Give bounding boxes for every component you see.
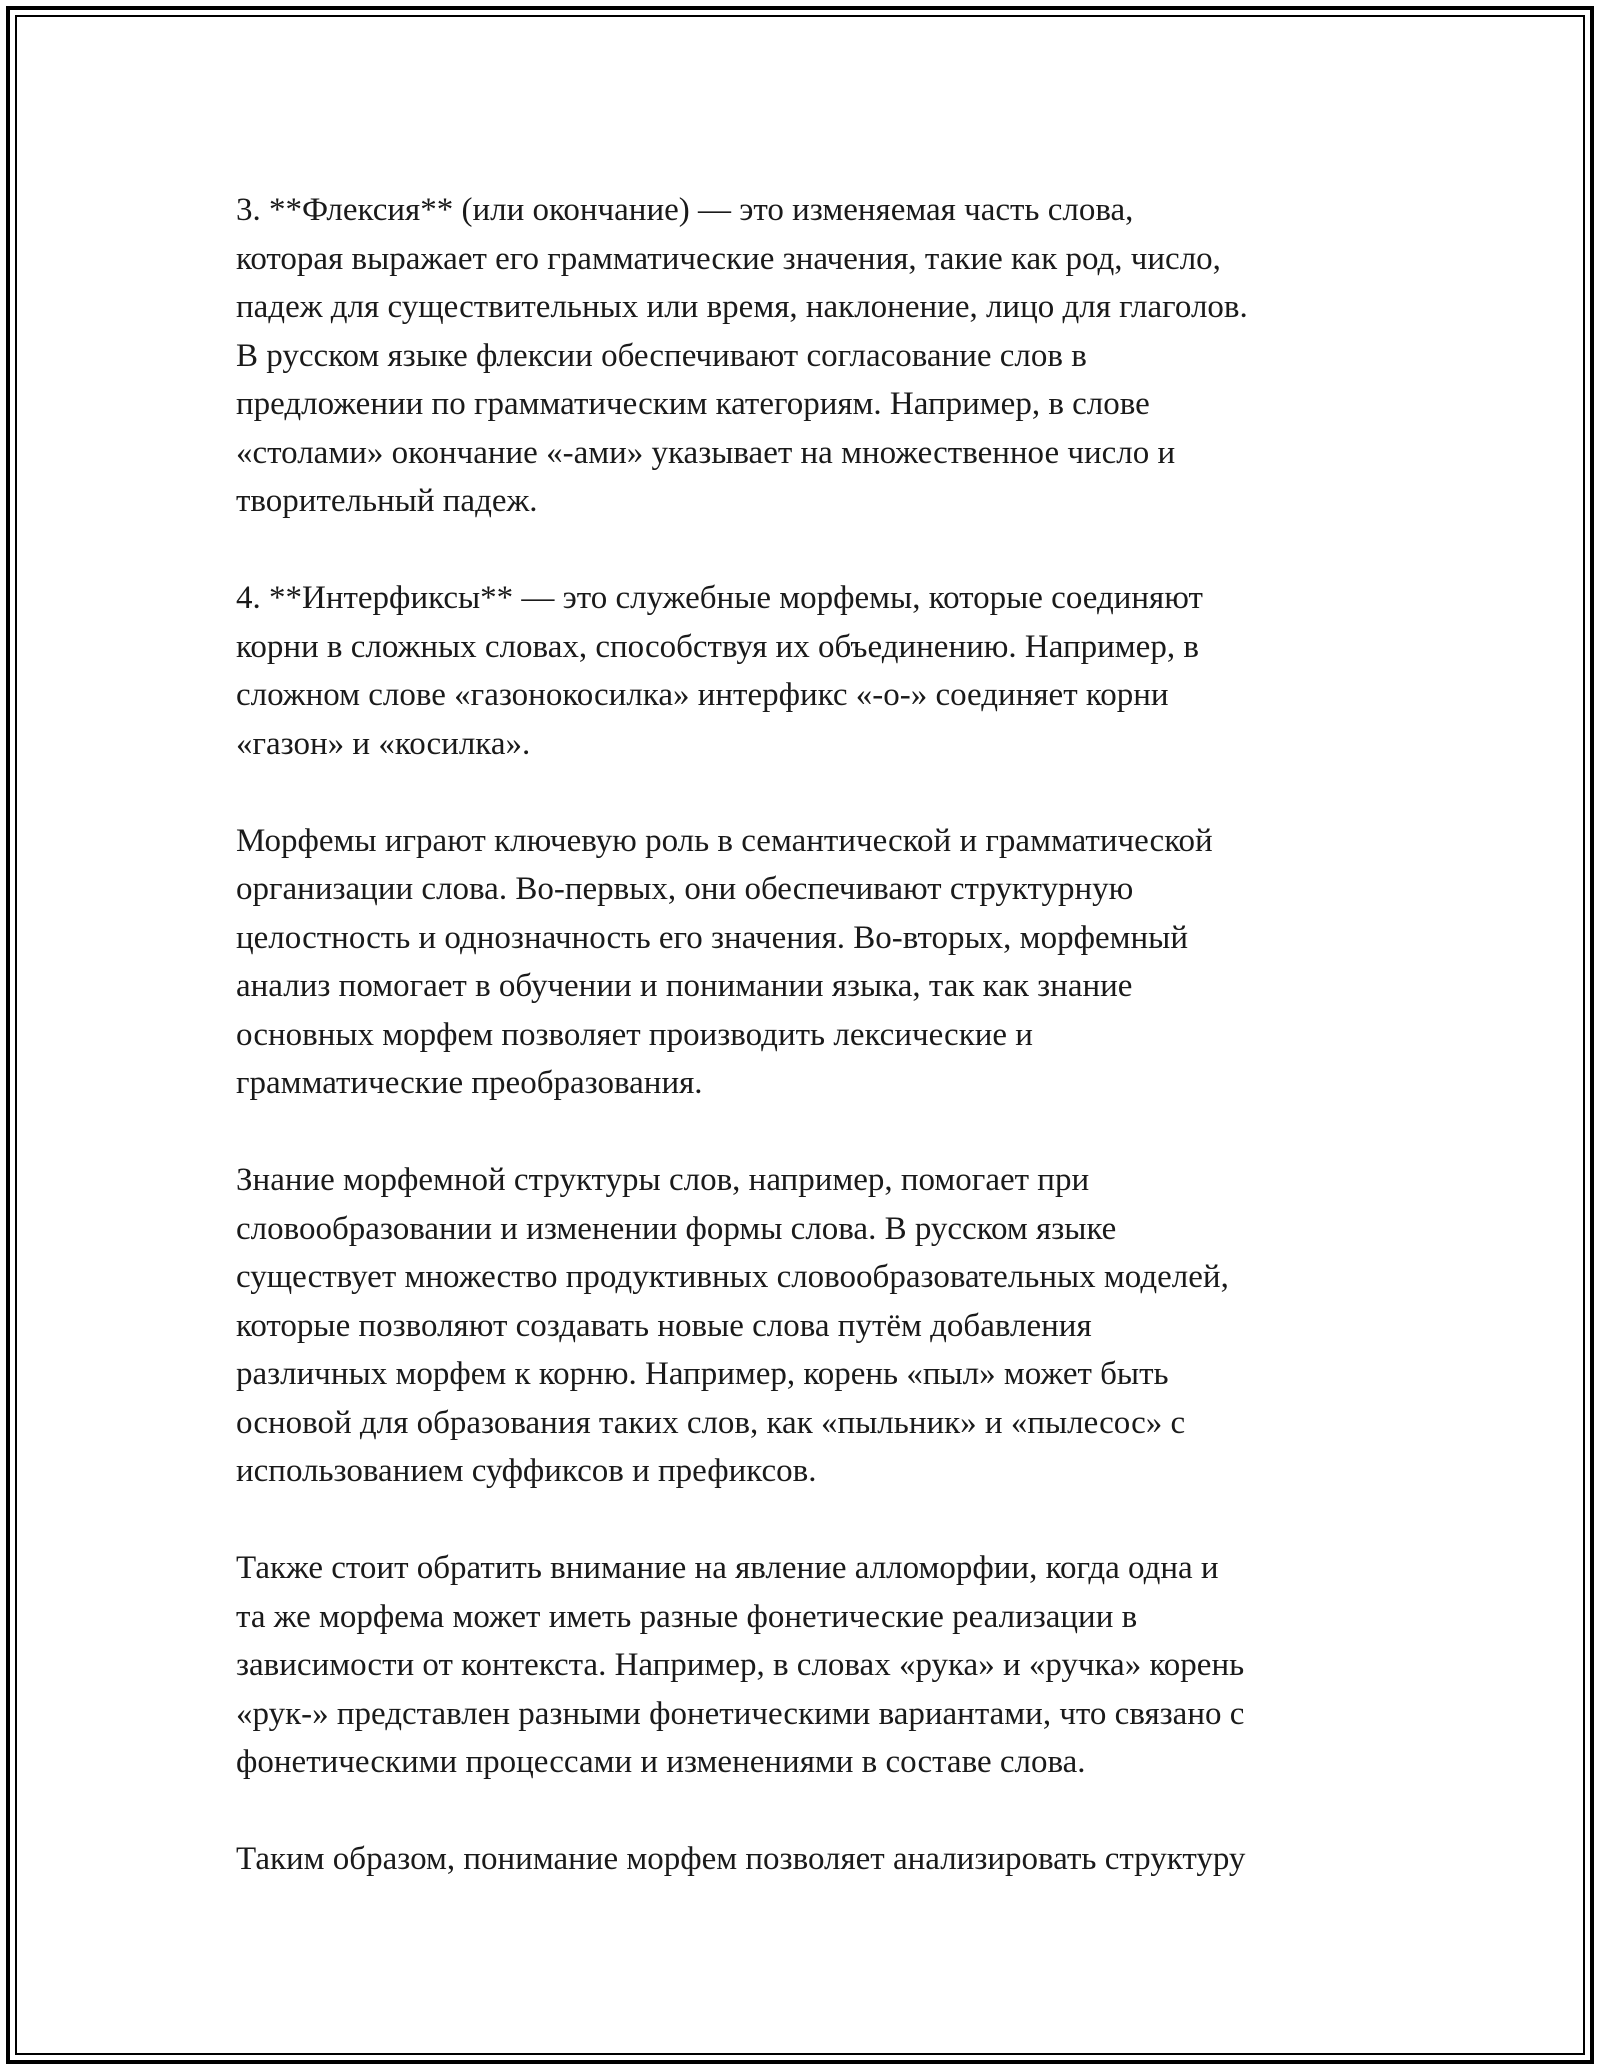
document-body [236,186,1386,1884]
paragraph-flexion: 3. **Флексия** (или окончание) — это изменяемая часть слова, которая выражает его грамматические значения, такие как род, число, падеж для существительных или время, наклонение, лицо для глаголов. В русском языке флексии обеспечивают согласование слов в предложении по грамматическим категориям. Например, в слове «столами» окончание «-ами» указывает на множественное число и творительный падеж. [236,192,1248,519]
paragraph-conclusion: Таким образом, понимание морфем позволяет анализировать структуру [236,1841,1246,1877]
paragraph-interfixes: 4. **Интерфиксы** — это служебные морфемы, которые соединяют корни в сложных словах, способствуя их объединению. Например, в сложном слове «газонокосилка» интерфикс «-о-» соединяет корни «газон» и «косилка». [236,580,1203,762]
paragraph-word-formation: Знание морфемной структуры слов, например, помогает при словообразовании и изменении формы слова. В русском языке существует множество продуктивных словообразовательных моделей, которые позволяют создавать новые слова путём добавления различных морфем к корню. Например, корень «пыл» может быть основой для образования таких слов, как «пыльник» и «пылесос» с использованием суффиксов и префиксов. [236,1162,1229,1489]
paragraph-allomorphy: Также стоит обратить внимание на явление алломорфии, когда одна и та же морфема может иметь разные фонетические реализации в зависимости от контекста. Например, в словах «рука» и «ручка» корень «рук-» представлен разными фонетическими вариантами, что связано с фонетическими процессами и изменениями в составе слова. [236,1550,1245,1780]
paragraph-morpheme-role: Морфемы играют ключевую роль в семантической и грамматической организации слова. Во-первых, они обеспечивают структурную целостность и однозначность его значения. Во-вторых, морфемный анализ помогает в обучении и понимании языка, так как знание основных морфем позволяет производить лексические и грамматические преобразования. [236,822,1213,1101]
